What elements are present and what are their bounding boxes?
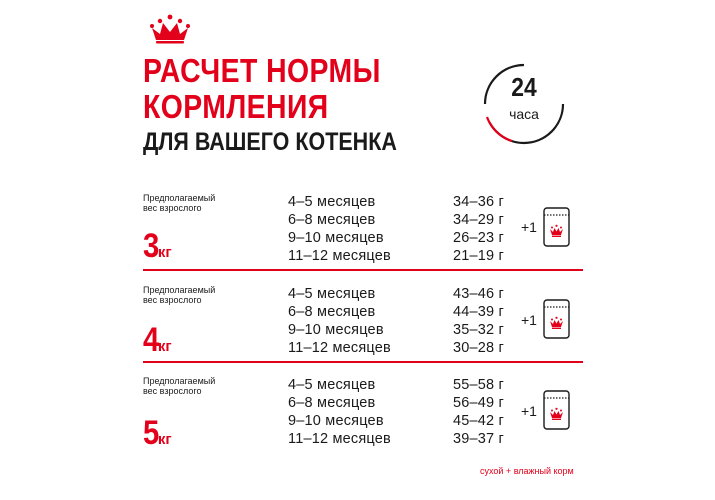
weight-unit: кг xyxy=(157,431,172,448)
adult-weight-label xyxy=(143,376,233,396)
feeding-row xyxy=(288,247,518,265)
feeding-rows xyxy=(288,193,518,265)
feeding-row xyxy=(288,321,518,339)
food-amount: 26–23 г xyxy=(453,230,505,246)
plus-one-pouch: +1 xyxy=(521,312,537,328)
label-line-2: вес взрослого xyxy=(143,386,202,396)
age-range: 11–12 месяцев xyxy=(288,431,391,447)
age-range: 11–12 месяцев xyxy=(288,248,391,264)
feeding-row xyxy=(288,412,518,430)
label-line-2: вес взрослого xyxy=(143,203,202,213)
weight-unit: кг xyxy=(157,244,172,261)
age-range: 9–10 месяцев xyxy=(288,230,384,246)
feeding-rows xyxy=(288,285,518,357)
section-divider xyxy=(143,269,583,271)
food-amount: 30–28 г xyxy=(453,340,505,356)
feeding-row xyxy=(288,229,518,247)
feeding-row xyxy=(288,303,518,321)
section-divider xyxy=(143,361,583,363)
weight-value: 4 xyxy=(143,321,160,359)
feeding-row xyxy=(288,339,518,357)
feeding-section-5kg xyxy=(143,376,583,466)
age-range: 11–12 месяцев xyxy=(288,340,391,356)
title-line-2: КОРМЛЕНИЯ xyxy=(143,88,329,125)
age-range: 6–8 месяцев xyxy=(288,304,376,320)
plus-one-pouch: +1 xyxy=(521,403,537,419)
food-amount: 56–49 г xyxy=(453,395,505,411)
clock-unit: часа xyxy=(509,106,539,122)
age-range: 4–5 месяцев xyxy=(288,194,376,210)
label-line-2: вес взрослого xyxy=(143,295,202,305)
wet-food-pouch-icon xyxy=(543,390,570,430)
food-amount: 44–39 г xyxy=(453,304,505,320)
wet-food-pouch-icon xyxy=(543,299,570,339)
age-range: 9–10 месяцев xyxy=(288,413,384,429)
title-line-1: РАСЧЕТ НОРМЫ xyxy=(143,52,381,89)
feeding-row xyxy=(288,430,518,448)
food-amount: 39–37 г xyxy=(453,431,505,447)
food-amount: 34–29 г xyxy=(453,212,505,228)
weight-unit: кг xyxy=(157,338,172,355)
feeding-row xyxy=(288,211,518,229)
age-range: 6–8 месяцев xyxy=(288,212,376,228)
adult-weight-label xyxy=(143,285,233,305)
feeding-row xyxy=(288,193,518,211)
wet-food-pouch-icon xyxy=(543,207,570,247)
plus-one-pouch: +1 xyxy=(521,219,537,235)
age-range: 4–5 месяцев xyxy=(288,286,376,302)
feeding-row xyxy=(288,376,518,394)
food-amount: 34–36 г xyxy=(453,194,505,210)
food-amount: 43–46 г xyxy=(453,286,505,302)
label-line-1: Предполагаемый xyxy=(143,376,216,386)
feeding-row xyxy=(288,285,518,303)
footnote: сухой + влажный корм xyxy=(480,466,574,476)
feeding-section-3kg xyxy=(143,193,583,283)
label-line-1: Предполагаемый xyxy=(143,193,216,203)
food-amount: 21–19 г xyxy=(453,248,505,264)
food-amount: 35–32 г xyxy=(453,322,505,338)
age-range: 6–8 месяцев xyxy=(288,395,376,411)
feeding-section-4kg xyxy=(143,285,583,375)
clock-value: 24 xyxy=(511,72,537,102)
weight-value: 5 xyxy=(143,414,160,452)
subtitle: ДЛЯ ВАШЕГО КОТЕНКА xyxy=(143,128,397,156)
weight-value: 3 xyxy=(143,227,160,265)
food-amount: 55–58 г xyxy=(453,377,505,393)
age-range: 9–10 месяцев xyxy=(288,322,384,338)
feeding-row xyxy=(288,394,518,412)
adult-weight xyxy=(143,229,172,263)
adult-weight xyxy=(143,323,172,357)
adult-weight xyxy=(143,416,172,450)
food-amount: 45–42 г xyxy=(453,413,505,429)
adult-weight-label xyxy=(143,193,233,213)
age-range: 4–5 месяцев xyxy=(288,377,376,393)
royal-crown-icon xyxy=(148,14,192,44)
feeding-rows xyxy=(288,376,518,448)
label-line-1: Предполагаемый xyxy=(143,285,216,295)
